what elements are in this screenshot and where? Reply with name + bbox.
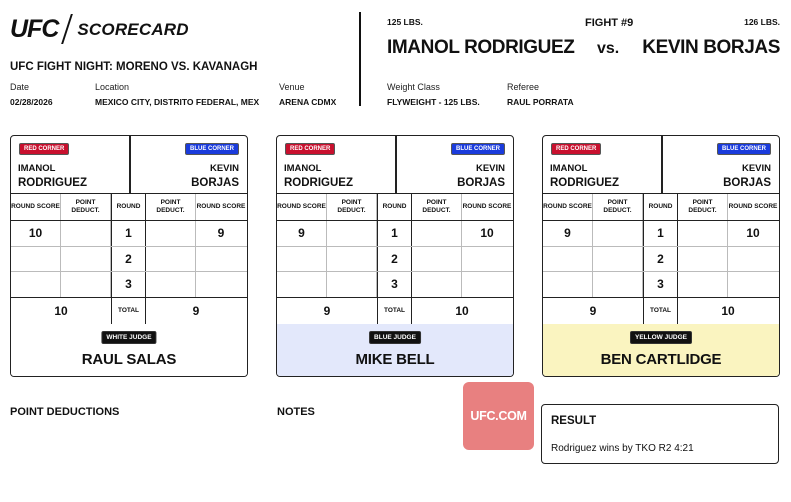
red-round-score [11, 272, 61, 297]
blue-first-name: KEVIN [741, 163, 771, 174]
red-point-deduction [61, 272, 111, 297]
round-row [277, 272, 513, 298]
red-last-name: RODRIGUEZ [284, 176, 353, 189]
blue-total: 9 [192, 303, 200, 318]
blue-total: 10 [721, 303, 735, 318]
score-grid [11, 194, 247, 325]
score-header-row [11, 194, 247, 221]
blue-fighter-name: KEVIN BORJAS [642, 37, 780, 58]
round-number: 2 [643, 247, 678, 272]
point-deduct-header: POINT DEDUCT. [593, 194, 643, 220]
round-row [277, 247, 513, 273]
judge-name: BEN CARTLIDGE [600, 351, 722, 368]
red-corner-badge: RED CORNER [285, 143, 335, 155]
score-grid [277, 194, 513, 325]
red-round-score [543, 272, 593, 297]
judge-name: RAUL SALAS [81, 351, 177, 368]
names-divider [395, 136, 397, 194]
red-first-name: IMANOL [18, 163, 56, 174]
blue-fighter [191, 163, 239, 191]
red-corner-badge: RED CORNER [551, 143, 601, 155]
meta-label: Venue [279, 82, 305, 92]
red-round-score: 9 [543, 221, 593, 246]
red-round-score [11, 247, 61, 272]
total-label: TOTAL [643, 298, 678, 324]
round-number: 1 [643, 221, 678, 246]
blue-fighter [723, 163, 771, 191]
ufc-logo: UFC [10, 14, 59, 43]
red-fighter-name: IMANOL RODRIGUEZ [387, 37, 575, 58]
result-text: Rodriguez wins by TKO R2 4:21 [551, 443, 694, 454]
total-row [11, 298, 247, 325]
judge-section [543, 324, 779, 377]
red-round-score [277, 247, 327, 272]
meta-value: ARENA CDMX [279, 97, 337, 107]
meta-value: FLYWEIGHT - 125 LBS. [387, 97, 480, 107]
round-number: 2 [111, 247, 146, 272]
judge-card [10, 135, 248, 377]
result-title: RESULT [551, 415, 597, 427]
ufc-logo-area [10, 14, 189, 44]
round-header: ROUND [111, 194, 146, 220]
total-row [543, 298, 779, 325]
point-deduct-header: POINT DEDUCT. [327, 194, 377, 220]
page-title: SCORECARD [77, 19, 189, 39]
score-header-row [277, 194, 513, 221]
judge-card [276, 135, 514, 377]
judge-card [542, 135, 780, 377]
round-row [11, 247, 247, 273]
red-round-score [277, 272, 327, 297]
red-first-name: IMANOL [284, 163, 322, 174]
blue-total: 10 [455, 303, 469, 318]
header-divider [359, 12, 361, 106]
blue-point-deduction [678, 272, 728, 297]
round-row [277, 221, 513, 247]
point-deduct-header: POINT DEDUCT. [678, 194, 728, 220]
red-fighter-weight: 125 LBS. [387, 17, 423, 27]
blue-point-deduction [146, 221, 196, 246]
red-point-deduction [593, 247, 643, 272]
blue-point-deduction [412, 247, 462, 272]
blue-first-name: KEVIN [475, 163, 505, 174]
score-header-row [543, 194, 779, 221]
judge-name: MIKE BELL [355, 351, 435, 368]
fight-number: FIGHT #9 [585, 17, 634, 29]
red-point-deduction [593, 272, 643, 297]
blue-point-deduction [678, 221, 728, 246]
meta-venue [279, 82, 336, 107]
meta-label: Referee [507, 82, 540, 92]
judge-section [277, 324, 513, 377]
meta-label: Weight Class [387, 82, 440, 92]
round-score-header: ROUND SCORE [277, 194, 327, 220]
red-corner-badge: RED CORNER [19, 143, 69, 155]
blue-point-deduction [146, 247, 196, 272]
round-row [11, 272, 247, 298]
total-label: TOTAL [111, 298, 146, 324]
judge-section [11, 324, 247, 377]
red-last-name: RODRIGUEZ [550, 176, 619, 189]
red-first-name: IMANOL [550, 163, 588, 174]
point-deduct-header: POINT DEDUCT. [412, 194, 462, 220]
names-divider [661, 136, 663, 194]
blue-fighter [457, 163, 505, 191]
round-row [543, 272, 779, 298]
total-row [277, 298, 513, 325]
round-score-header: ROUND SCORE [11, 194, 61, 220]
round-number: 3 [643, 272, 678, 297]
blue-point-deduction [412, 221, 462, 246]
meta-value: 02/28/2026 [10, 97, 53, 107]
judge-badge: YELLOW JUDGE [630, 331, 692, 344]
ufc-com-link[interactable]: UFC.COM [463, 382, 534, 450]
round-number: 3 [377, 272, 412, 297]
result-box [541, 404, 779, 464]
meta-value: RAUL PORRATA [507, 97, 574, 107]
red-point-deduction [593, 221, 643, 246]
blue-point-deduction [146, 272, 196, 297]
meta-date [10, 82, 53, 107]
round-header: ROUND [643, 194, 678, 220]
names-divider [129, 136, 131, 194]
red-round-score [543, 247, 593, 272]
fighter-names-header [277, 136, 513, 194]
round-score-header: ROUND SCORE [462, 202, 512, 210]
round-number: 1 [377, 221, 412, 246]
red-point-deduction [327, 221, 377, 246]
blue-corner-badge: BLUE CORNER [717, 143, 771, 155]
vs-label: vs. [597, 40, 620, 57]
round-row [543, 247, 779, 273]
red-fighter [18, 163, 87, 191]
round-number: 1 [111, 221, 146, 246]
blue-round-score [728, 247, 778, 272]
blue-round-score [196, 272, 246, 297]
blue-round-score: 9 [217, 226, 225, 241]
blue-round-score [728, 272, 778, 297]
round-number: 3 [111, 272, 146, 297]
point-deduct-header: POINT DEDUCT. [146, 194, 196, 220]
round-row [11, 221, 247, 247]
blue-last-name: BORJAS [723, 176, 771, 189]
blue-corner-badge: BLUE CORNER [185, 143, 239, 155]
total-label: TOTAL [377, 298, 412, 324]
blue-point-deduction [412, 272, 462, 297]
round-score-header: ROUND SCORE [196, 202, 246, 210]
red-total: 9 [323, 303, 331, 318]
blue-first-name: KEVIN [209, 163, 239, 174]
meta-location [95, 82, 259, 107]
point-deduct-header: POINT DEDUCT. [61, 194, 111, 220]
blue-last-name: BORJAS [191, 176, 239, 189]
red-point-deduction [61, 221, 111, 246]
meta-weight-class [387, 82, 480, 107]
red-total: 10 [54, 303, 68, 318]
blue-fighter-weight: 126 LBS. [744, 17, 780, 27]
meta-referee [507, 82, 574, 107]
fighter-names-header [543, 136, 779, 194]
red-round-score: 10 [11, 221, 61, 246]
logo-divider [62, 14, 74, 44]
meta-label: Date [10, 82, 30, 92]
red-fighter [284, 163, 353, 191]
red-fighter [550, 163, 619, 191]
blue-round-score [462, 247, 512, 272]
red-point-deduction [327, 272, 377, 297]
blue-point-deduction [678, 247, 728, 272]
score-grid [543, 194, 779, 325]
blue-corner-badge: BLUE CORNER [451, 143, 505, 155]
blue-round-score: 10 [746, 226, 760, 241]
fighter-names-header [11, 136, 247, 194]
red-point-deduction [61, 247, 111, 272]
judge-badge: BLUE JUDGE [369, 331, 421, 344]
blue-round-score [196, 247, 246, 272]
red-round-score: 9 [277, 221, 327, 246]
round-number: 2 [377, 247, 412, 272]
red-last-name: RODRIGUEZ [18, 176, 87, 189]
blue-round-score: 10 [480, 226, 494, 241]
round-row [543, 221, 779, 247]
notes-label: NOTES [277, 406, 315, 418]
round-header: ROUND [377, 194, 412, 220]
event-name: UFC FIGHT NIGHT: MORENO VS. KAVANAGH [10, 61, 258, 73]
red-point-deduction [327, 247, 377, 272]
red-total: 9 [589, 303, 597, 318]
meta-label: Location [95, 82, 130, 92]
judge-badge: WHITE JUDGE [101, 331, 156, 344]
point-deductions-label: POINT DEDUCTIONS [10, 406, 120, 418]
meta-value: MEXICO CITY, DISTRITO FEDERAL, MEX [95, 97, 260, 107]
round-score-header: ROUND SCORE [728, 202, 778, 210]
blue-last-name: BORJAS [457, 176, 505, 189]
round-score-header: ROUND SCORE [543, 194, 593, 220]
blue-round-score [462, 272, 512, 297]
